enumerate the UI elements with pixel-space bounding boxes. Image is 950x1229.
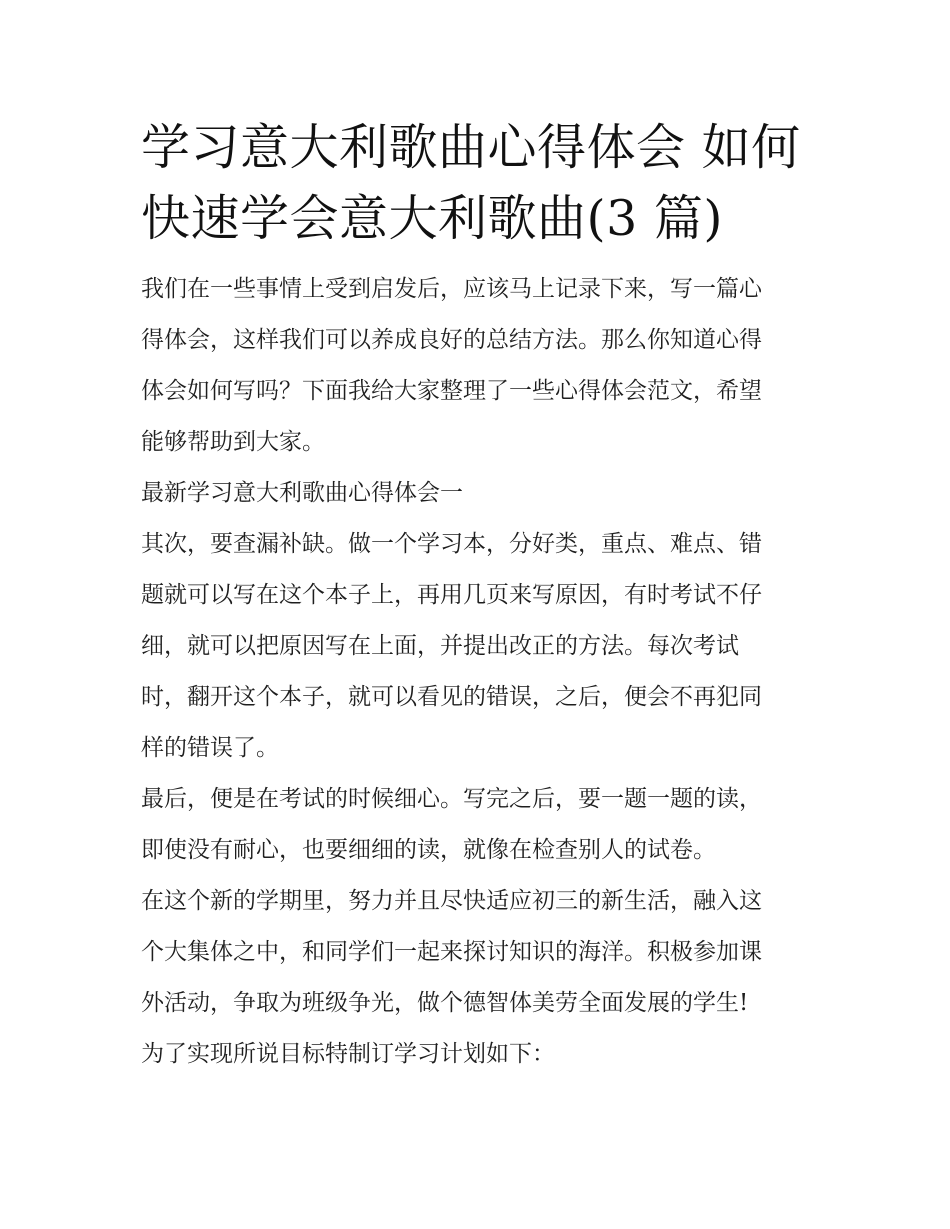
document-title <box>141 112 813 254</box>
intro-paragraph <box>141 264 813 468</box>
body-paragraph <box>141 1029 813 1080</box>
text-line: 能够帮助到大家。 <box>141 429 325 455</box>
text-line: 得体会，这样我们可以养成良好的总结方法。那么你知道心得 <box>141 327 762 353</box>
text-line: 为了实现所说目标特制订学习计划如下： <box>141 1041 555 1067</box>
text-line: 时，翻开这个本子，就可以看见的错误，之后，便会不再犯同 <box>141 684 762 710</box>
body-paragraph <box>141 774 813 876</box>
body-paragraph <box>141 876 813 1029</box>
text-line: 最新学习意大利歌曲心得体会一 <box>141 480 463 506</box>
text-line: 我们在一些事情上受到启发后，应该马上记录下来，写一篇心 <box>141 276 762 302</box>
text-line: 样的错误了。 <box>141 735 279 761</box>
text-line: 在这个新的学期里，努力并且尽快适应初三的新生活，融入这 <box>141 888 762 914</box>
title-line: 学习意大利歌曲心得体会 如何 <box>141 119 801 176</box>
body-paragraph <box>141 519 813 774</box>
title-line: 快速学会意大利歌曲(3 篇) <box>141 190 723 247</box>
text-line: 个大集体之中，和同学们一起来探讨知识的海洋。积极参加课 <box>141 939 762 965</box>
text-line: 外活动，争取为班级争光，做个德智体美劳全面发展的学生! <box>141 990 749 1016</box>
document-page <box>141 112 813 1080</box>
text-line: 体会如何写吗？下面我给大家整理了一些心得体会范文，希望 <box>141 378 762 404</box>
text-line: 即使没有耐心，也要细细的读，就像在检查别人的试卷。 <box>141 837 716 863</box>
text-line: 题就可以写在这个本子上，再用几页来写原因，有时考试不仔 <box>141 582 762 608</box>
text-line: 细，就可以把原因写在上面，并提出改正的方法。每次考试 <box>141 633 739 659</box>
section-heading <box>141 468 813 519</box>
text-line: 最后，便是在考试的时候细心。写完之后，要一题一题的读， <box>141 786 762 812</box>
text-line: 其次，要查漏补缺。做一个学习本，分好类，重点、难点、错 <box>141 531 762 557</box>
